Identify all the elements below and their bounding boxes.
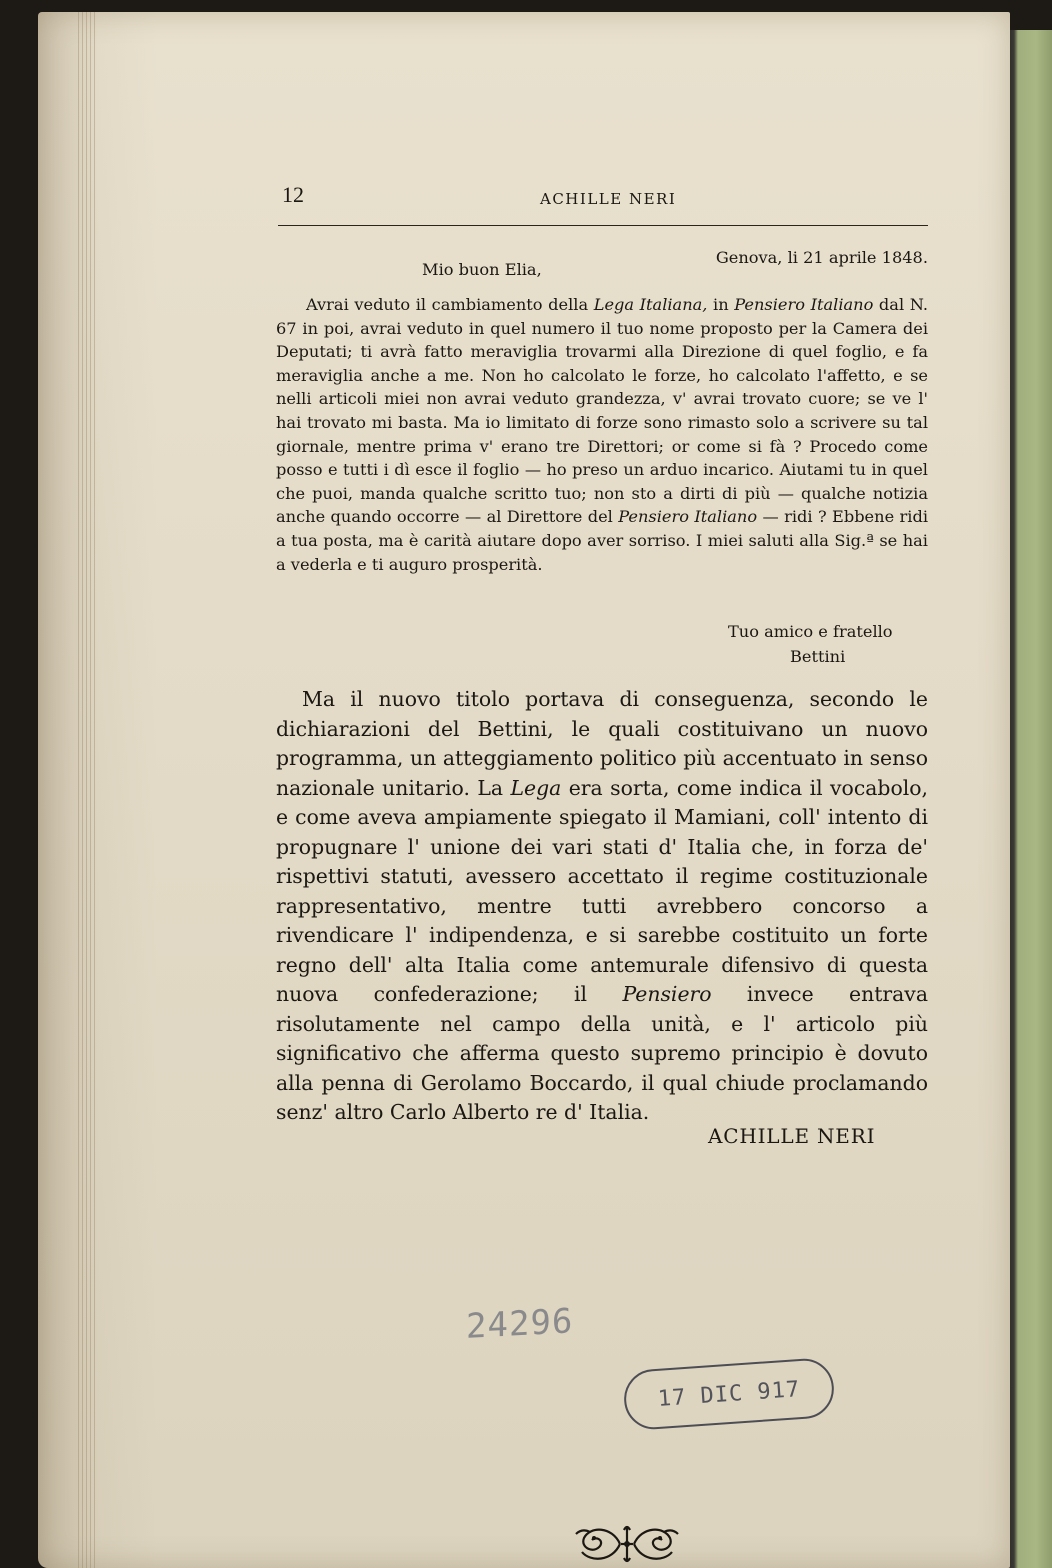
main-paragraph [276,685,928,1128]
letter-text: — ridi ? Ebbene ridi a tua posta, ma è carità aiutare dopo aver sorriso. I miei saluti alla Sig.ª se hai a vederla e ti auguro prosperità. [276,507,928,574]
ornament-icon [572,1520,682,1568]
letter-italic-lega: Lega Italiana, [593,295,708,314]
letter-italic-pensiero: Pensiero Italiano [734,295,874,314]
inventory-number-stamp: 24296 [466,1301,574,1347]
date-stamp [622,1357,836,1432]
date-stamp-text: 17 DIC 917 [657,1376,801,1412]
letter-text: in [707,295,735,314]
letter-date: Genova, li 21 aprile 1848. [715,248,928,267]
letter-salutation: Mio buon Elia, [422,260,542,279]
paragraph-text: Ma il nuovo titolo portava di conseguenza, secondo le dichiarazioni del Bettini, le quali costituivano un nuovo programma, un atteggiamento politico più accentuato in senso nazionale unitario. La [276,687,928,800]
letter-text: Avrai veduto il cambiamento della [306,295,594,314]
running-head [282,182,928,212]
page-number: 12 [282,182,304,207]
header-rule [278,225,928,226]
letter-body [276,293,928,576]
letter-text: dal N. 67 in poi, avrai veduto in quel numero il tuo nome proposto per la Camera dei Deputati; ti avrà fatto meraviglia trovarmi alla Direzione di quel foglio, e fa meraviglia anche a me. Non ho calcolato le forze, ho calcolato l'affetto, e se nelli articoli miei non avrai veduto grandezza, v' avrai trovato cuore; se ve l' hai trovato mi basta. Ma io limitato di forze sono rimasto solo a scrivere su tal giornale, mentre prima v' erano tre Direttori; or come si fà ? Procedo come posso e tutti i dì esce il foglio — ho preso un arduo incarico. Aiutami tu in quel che puoi, manda qualche scritto tuo; non sto a dirti di più — qualche notizia anche quando occorre — al Direttore del [276,295,929,527]
running-title: ACHILLE NERI [540,190,677,208]
letter-signature: Bettini [790,647,846,666]
letter-closing: Tuo amico e fratello [728,622,893,641]
paragraph-italic-lega: Lega [510,775,562,800]
paragraph-italic-pensiero: Pensiero [622,982,712,1006]
author-signature: ACHILLE NERI [708,1124,876,1148]
paragraph-text: era sorta, come indica il vocabolo, e come aveva ampiamente spiegato il Mamiani, coll' intento di propugnare l' unione dei vari stati d' Italia che, in forza de' rispettivi statuti, avessero accettato il regime costituzionale rappresentativo, mentre tutti avrebbero concorso a rivendicare l' indipendenza, e si sarebbe costituito un forte regno dell' alta Italia come antemurale difensivo di questa nuova confederazione; il [276,775,929,1006]
paragraph-text: invece entrava risolutamente nel campo della unità, e l' articolo più significativo che afferma questo supremo principio è dovuto alla penna di Gerolamo Boccardo, il qual chiude proclamando senz' altro Carlo Alberto re d' Italia. [276,982,928,1124]
letter-italic-pensiero: Pensiero Italiano [618,507,758,527]
